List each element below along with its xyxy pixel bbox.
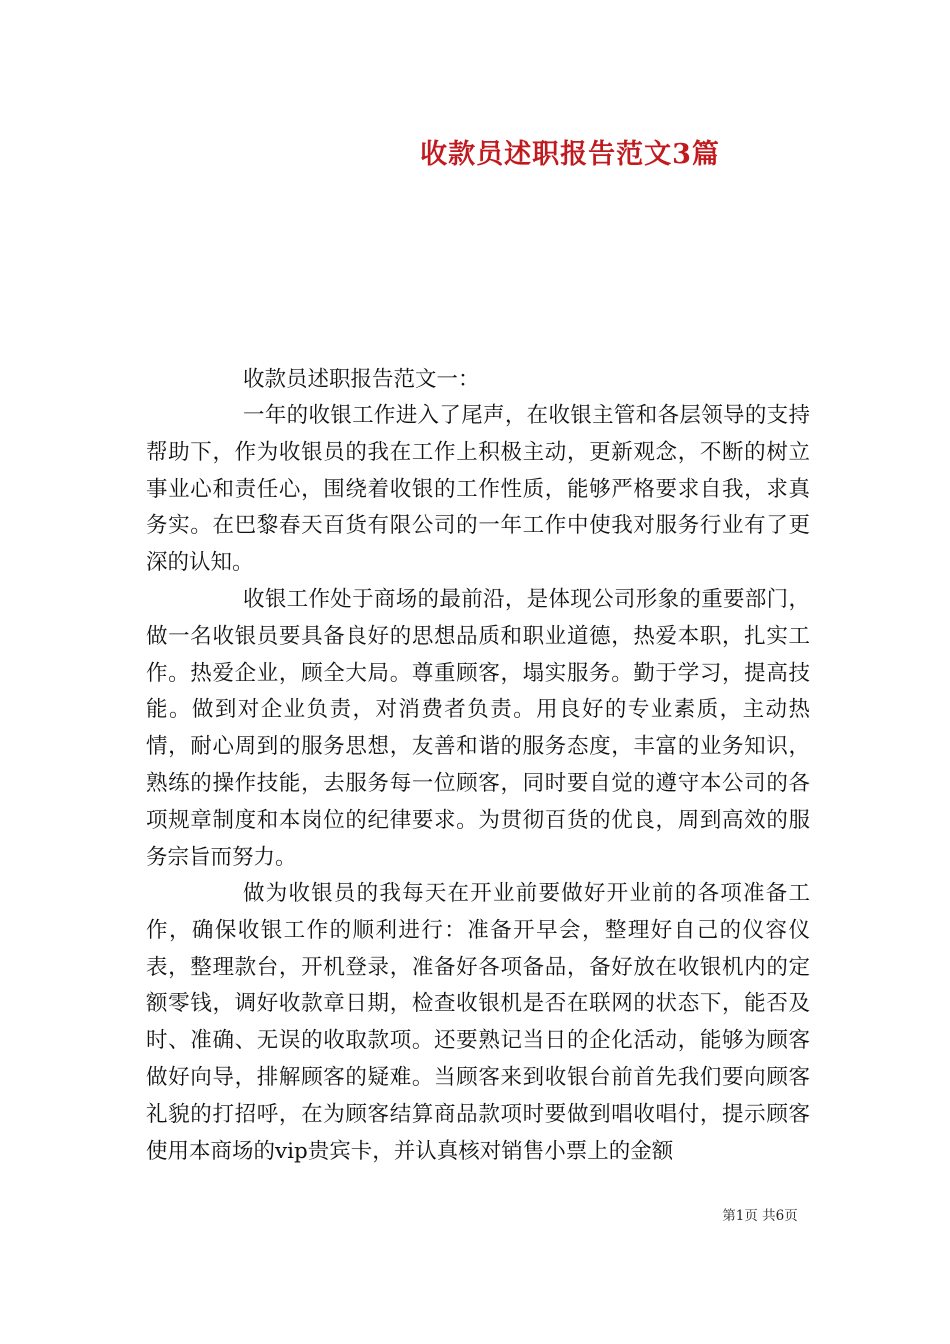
page-number-footer: 第1页 共6页 (722, 1208, 798, 1224)
paragraph-3: 做为收银员的我每天在开业前要做好开业前的各项准备工作，确保收银工作的顺利进行：准备开早会，整理好自己的仪容仪表，整理款台，开机登录，准备好各项备品，备好放在收银机内的定额零钱，调好收款章日期，检查收银机是否在联网的状态下，能否及时、准确、无误的收取款项。还要熟记当日的企化活动，能够为顾客做好向导，排解顾客的疑难。当顾客来到收银台前首先我们要向顾客礼貌的打招呼，在为顾客结算商品款项时要做到唱收唱付，提示顾客使用本商场的vip贵宾卡，并认真核对销售小票上的金额 (146, 881, 810, 1164)
section-heading: 收款员述职报告范文一： (243, 367, 480, 392)
paragraph-2: 收银工作处于商场的最前沿，是体现公司形象的重要部门，做一名收银员要具备良好的思想品质和职业道德，热爱本职，扎实工作。热爱企业，顾全大局。尊重顾客，塌实服务。勤于学习，提高技能。做到对企业负责，对消费者负责。用良好的专业素质，主动热情，耐心周到的服务思想，友善和谐的服务态度，丰富的业务知识，熟练的操作技能，去服务每一位顾客，同时要自觉的遵守本公司的各项规章制度和本岗位的纪律要求。为贯彻百货的优良，周到高效的服务宗旨而努力。 (146, 587, 810, 870)
document-title: 收款员述职报告范文3篇 (420, 139, 720, 170)
paragraph-1: 一年的收银工作进入了尾声，在收银主管和各层领导的支持帮助下，作为收银员的我在工作上积极主动，更新观念，不断的树立事业心和责任心，围绕着收银的工作性质，能够严格要求自我，求真务实。在巴黎春天百货有限公司的一年工作中使我对服务行业有了更深的认知。 (146, 403, 810, 576)
